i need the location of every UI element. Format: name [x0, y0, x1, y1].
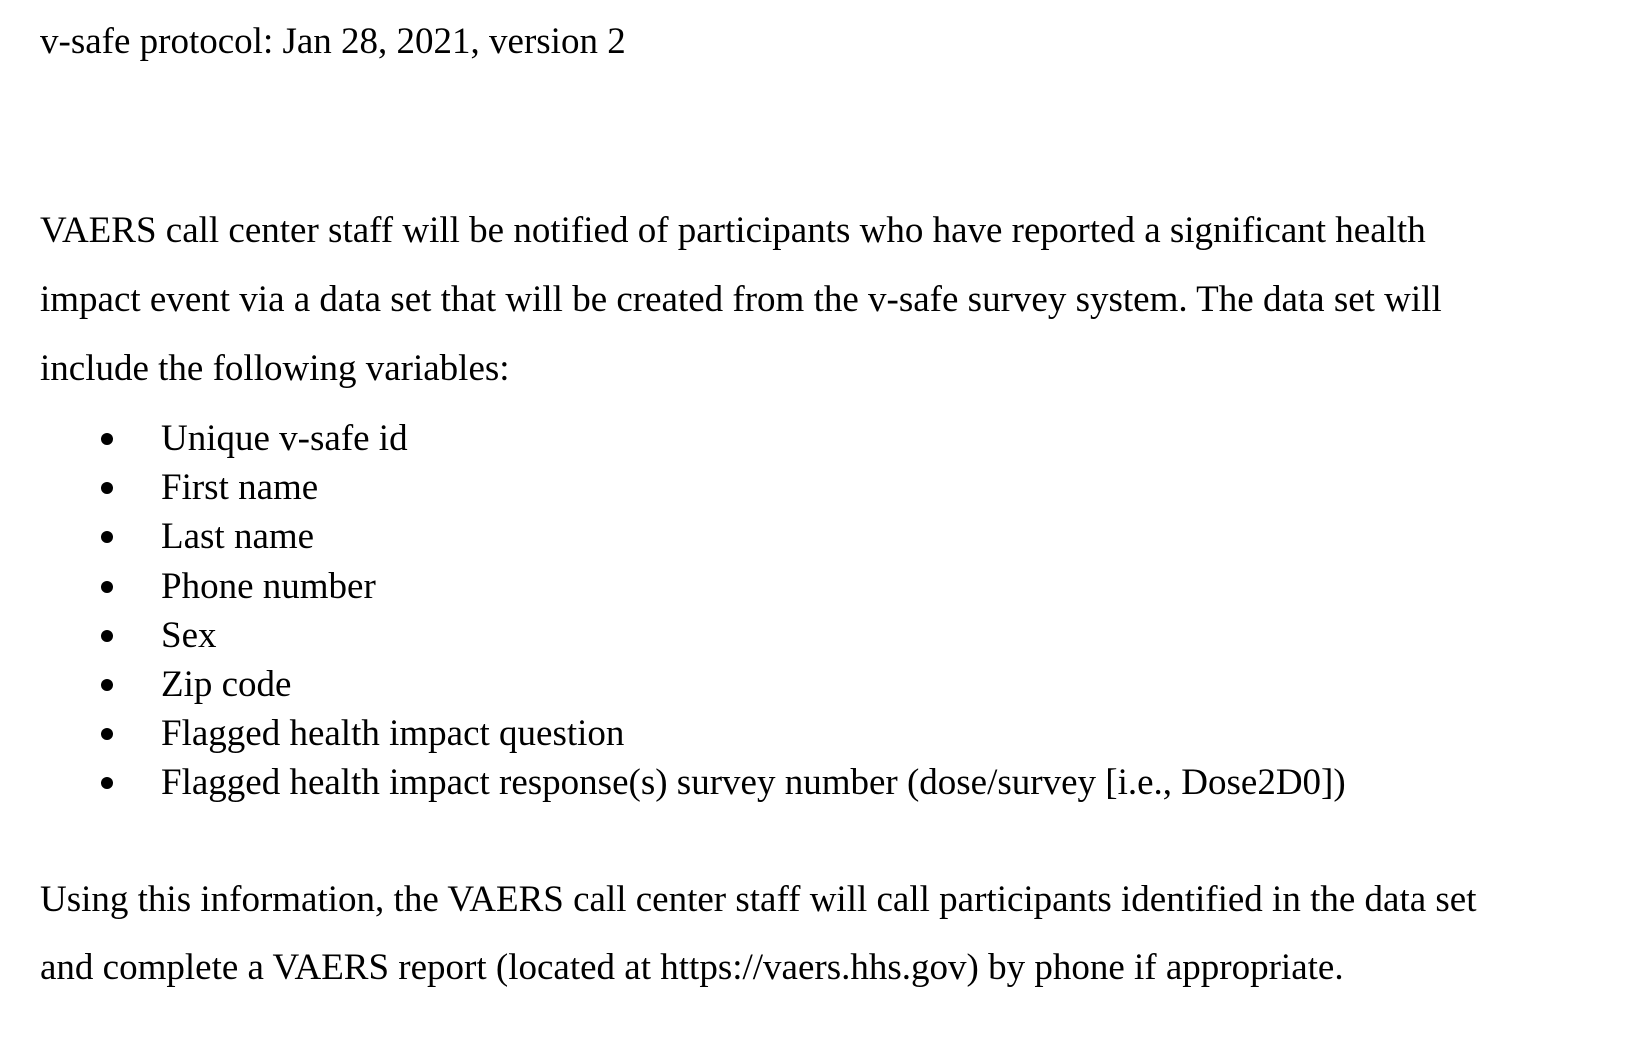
intro-line: include the following variables: — [40, 348, 510, 389]
closing-line: Using this information, the VAERS call center staff will call participants identified in the data set — [40, 879, 1477, 920]
bullet-icon — [101, 728, 113, 740]
closing-line: and complete a VAERS report (located at https://vaers.hhs.gov) by phone if appropriate. — [40, 947, 1344, 988]
list-item-label: First name — [161, 467, 319, 509]
bullet-icon — [101, 777, 113, 789]
list-item-label: Flagged health impact question — [161, 713, 625, 755]
bullet-icon — [101, 581, 113, 593]
bullet-icon — [101, 433, 113, 445]
list-item-label: Sex — [161, 614, 217, 656]
bullet-icon — [101, 531, 113, 543]
document-header: v-safe protocol: Jan 28, 2021, version 2 — [40, 21, 626, 62]
intro-paragraph — [40, 196, 1620, 403]
list-item-label: Phone number — [161, 565, 376, 607]
list-item-label: Zip code — [161, 663, 292, 705]
intro-line: VAERS call center staff will be notified of participants who have reported a significant health — [40, 210, 1426, 251]
bullet-icon — [101, 482, 113, 494]
bullet-icon — [101, 679, 113, 691]
list-item-label: Unique v-safe id — [161, 418, 408, 459]
list-item-label: Last name — [161, 516, 315, 558]
bullet-icon — [101, 630, 113, 642]
intro-line: impact event via a data set that will be created from the v-safe survey system. The data set will — [40, 279, 1442, 320]
list-item-label: Flagged health impact response(s) survey number (dose/survey [i.e., Dose2D0]) — [161, 762, 1346, 804]
closing-paragraph — [40, 866, 1620, 1002]
